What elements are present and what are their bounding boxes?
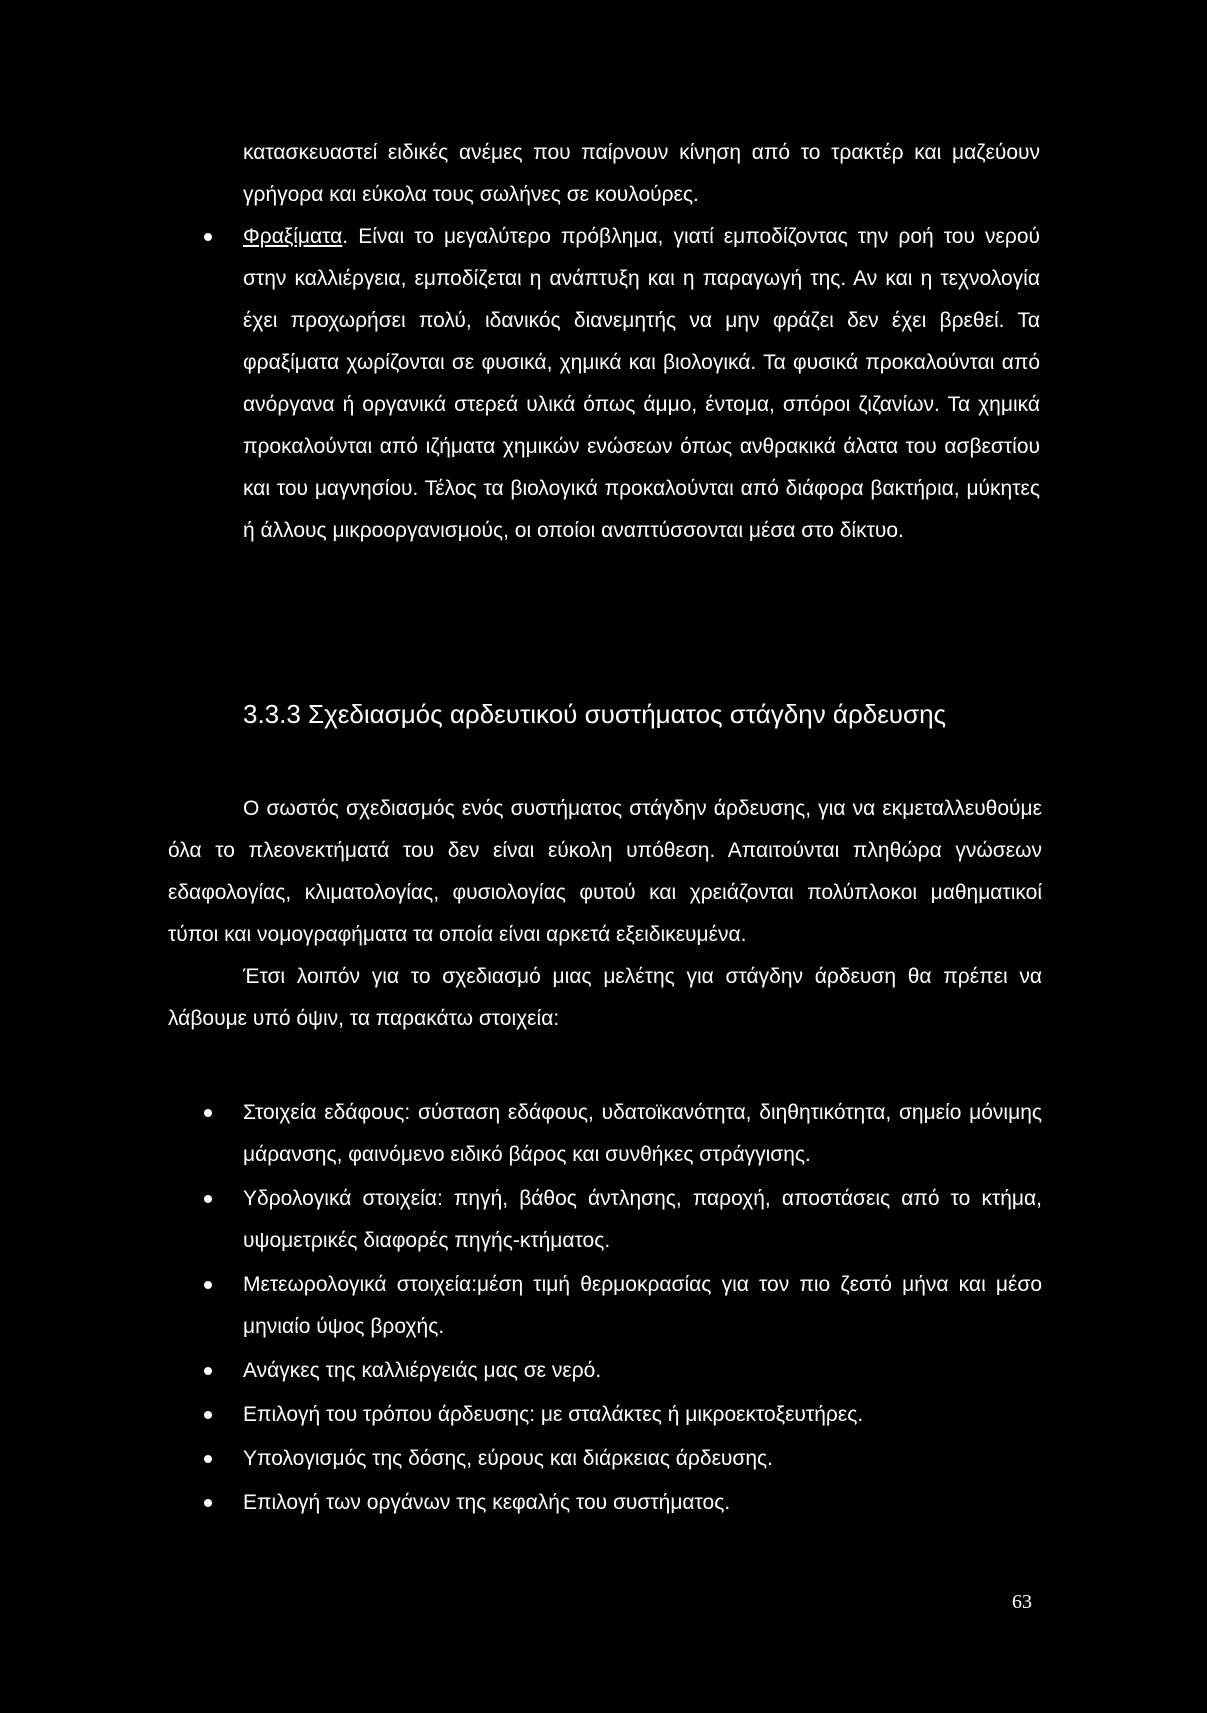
list-item (243, 1092, 1042, 1176)
bullet-dot-icon (204, 1455, 212, 1463)
list-item-text: Υπολογισμός της δόσης, εύρους και διάρκειας άρδευσης. (243, 1447, 774, 1470)
list-item (243, 1264, 1042, 1348)
section-paragraph-2: Έτσι λοιπόν για το σχεδιασμό μιας μελέτης για στάγδην άρδευση θα πρέπει να λάβουμε υπό όψιν, τα παρακάτω στοιχεία: (168, 965, 1042, 1030)
section-body (168, 788, 1042, 1040)
list-item (243, 1438, 1042, 1480)
list-item (243, 1394, 1042, 1436)
bullet-dot-icon (204, 1411, 212, 1419)
list-item-text: Επιλογή των οργάνων της κεφαλής του συστήματος. (243, 1491, 731, 1514)
blockage-term: Φραξίματα (243, 225, 343, 248)
list-item (243, 1178, 1042, 1262)
section-paragraph-1: Ο σωστός σχεδιασμός ενός συστήματος στάγδην άρδευσης, για να εκμεταλλευθούμε όλα το πλεονεκτήματά του δεν είναι εύκολη υπόθεση. Απαιτούνται πληθώρα γνώσεων εδαφολογίας, κλιματολογίας, φυσιολογίας φυτού και χρειάζονται πολύπλοκοι μαθηματικοί τύποι και νομογραφήματα τα οποία είναι αρκετά εξειδικευμένα. (168, 797, 1042, 946)
page-number: 63 (1012, 1591, 1032, 1613)
list-item-text: Υδρολογικά στοιχεία: πηγή, βάθος άντλησης, παροχή, αποστάσεις από το κτήμα, υψομετρικές διαφορές πηγής-κτήματος. (243, 1187, 1042, 1252)
bullet-dot-icon (204, 233, 212, 241)
bullet-dot-icon (204, 1499, 212, 1507)
bullet-dot-icon (204, 1109, 212, 1117)
intro-block (243, 132, 1040, 552)
list-item (243, 1482, 1042, 1524)
blockage-bullet (243, 216, 1040, 552)
continuation-paragraph: κατασκευαστεί ειδικές ανέμες που παίρνουν κίνηση από το τρακτέρ και μαζεύουν γρήγορα και εύκολα τους σωλήνες σε κουλούρες. (243, 141, 1040, 206)
blockage-text: . Είναι το μεγαλύτερο πρόβλημα, γιατί εμποδίζοντας την ροή του νερού στην καλλιέργεια, εμποδίζεται η ανάπτυξη και η παραγωγή της. Αν και η τεχνολογία έχει προχωρήσει πολύ, ιδανικός διανεμητής να μην φράζει δεν έχει βρεθεί. Τα φραξίματα χωρίζονται σε φυσικά, χημικά και βιολογικά. Τα φυσικά προκαλούνται από ανόργανα ή οργανικά στερεά υλικά όπως άμμο, έντομα, σπόροι ζιζανίων. Τα χημικά προκαλούνται από ιζήματα χημικών ενώσεων όπως ανθρακικά άλατα του ασβεστίου και του μαγνησίου. Τέλος τα βιολογικά προκαλούνται από διάφορα βακτήρια, μύκητες ή άλλους μικροοργανισμούς, οι οποίοι αναπτύσσονται μέσα στο δίκτυο. (243, 225, 1040, 542)
bullet-dot-icon (204, 1281, 212, 1289)
list-item-text: Στοιχεία εδάφους: σύσταση εδάφους, υδατοϊκανότητα, διηθητικότητα, σημείο μόνιμης μάρανσης, φαινόμενο ειδικό βάρος και συνθήκες στράγγισης. (243, 1101, 1042, 1166)
list-item (243, 1350, 1042, 1392)
section-heading: 3.3.3 Σχεδιασμός αρδευτικού συστήματος στάγδην άρδευσης (243, 699, 947, 729)
list-item-text: Ανάγκες της καλλιέργειάς μας σε νερό. (243, 1359, 602, 1382)
bullet-dot-icon (204, 1195, 212, 1203)
list-item-text: Μετεωρολογικά στοιχεία:μέση τιμή θερμοκρασίας για τον πιο ζεστό μήνα και μέσο μηνιαίο ύψος βροχής. (243, 1273, 1042, 1338)
bullet-dot-icon (204, 1367, 212, 1375)
blockage-list (243, 216, 1040, 552)
requirements-list (243, 1092, 1042, 1526)
list-item-text: Επιλογή του τρόπου άρδευσης: με σταλάκτες ή μικροεκτοξευτήρες. (243, 1403, 864, 1426)
